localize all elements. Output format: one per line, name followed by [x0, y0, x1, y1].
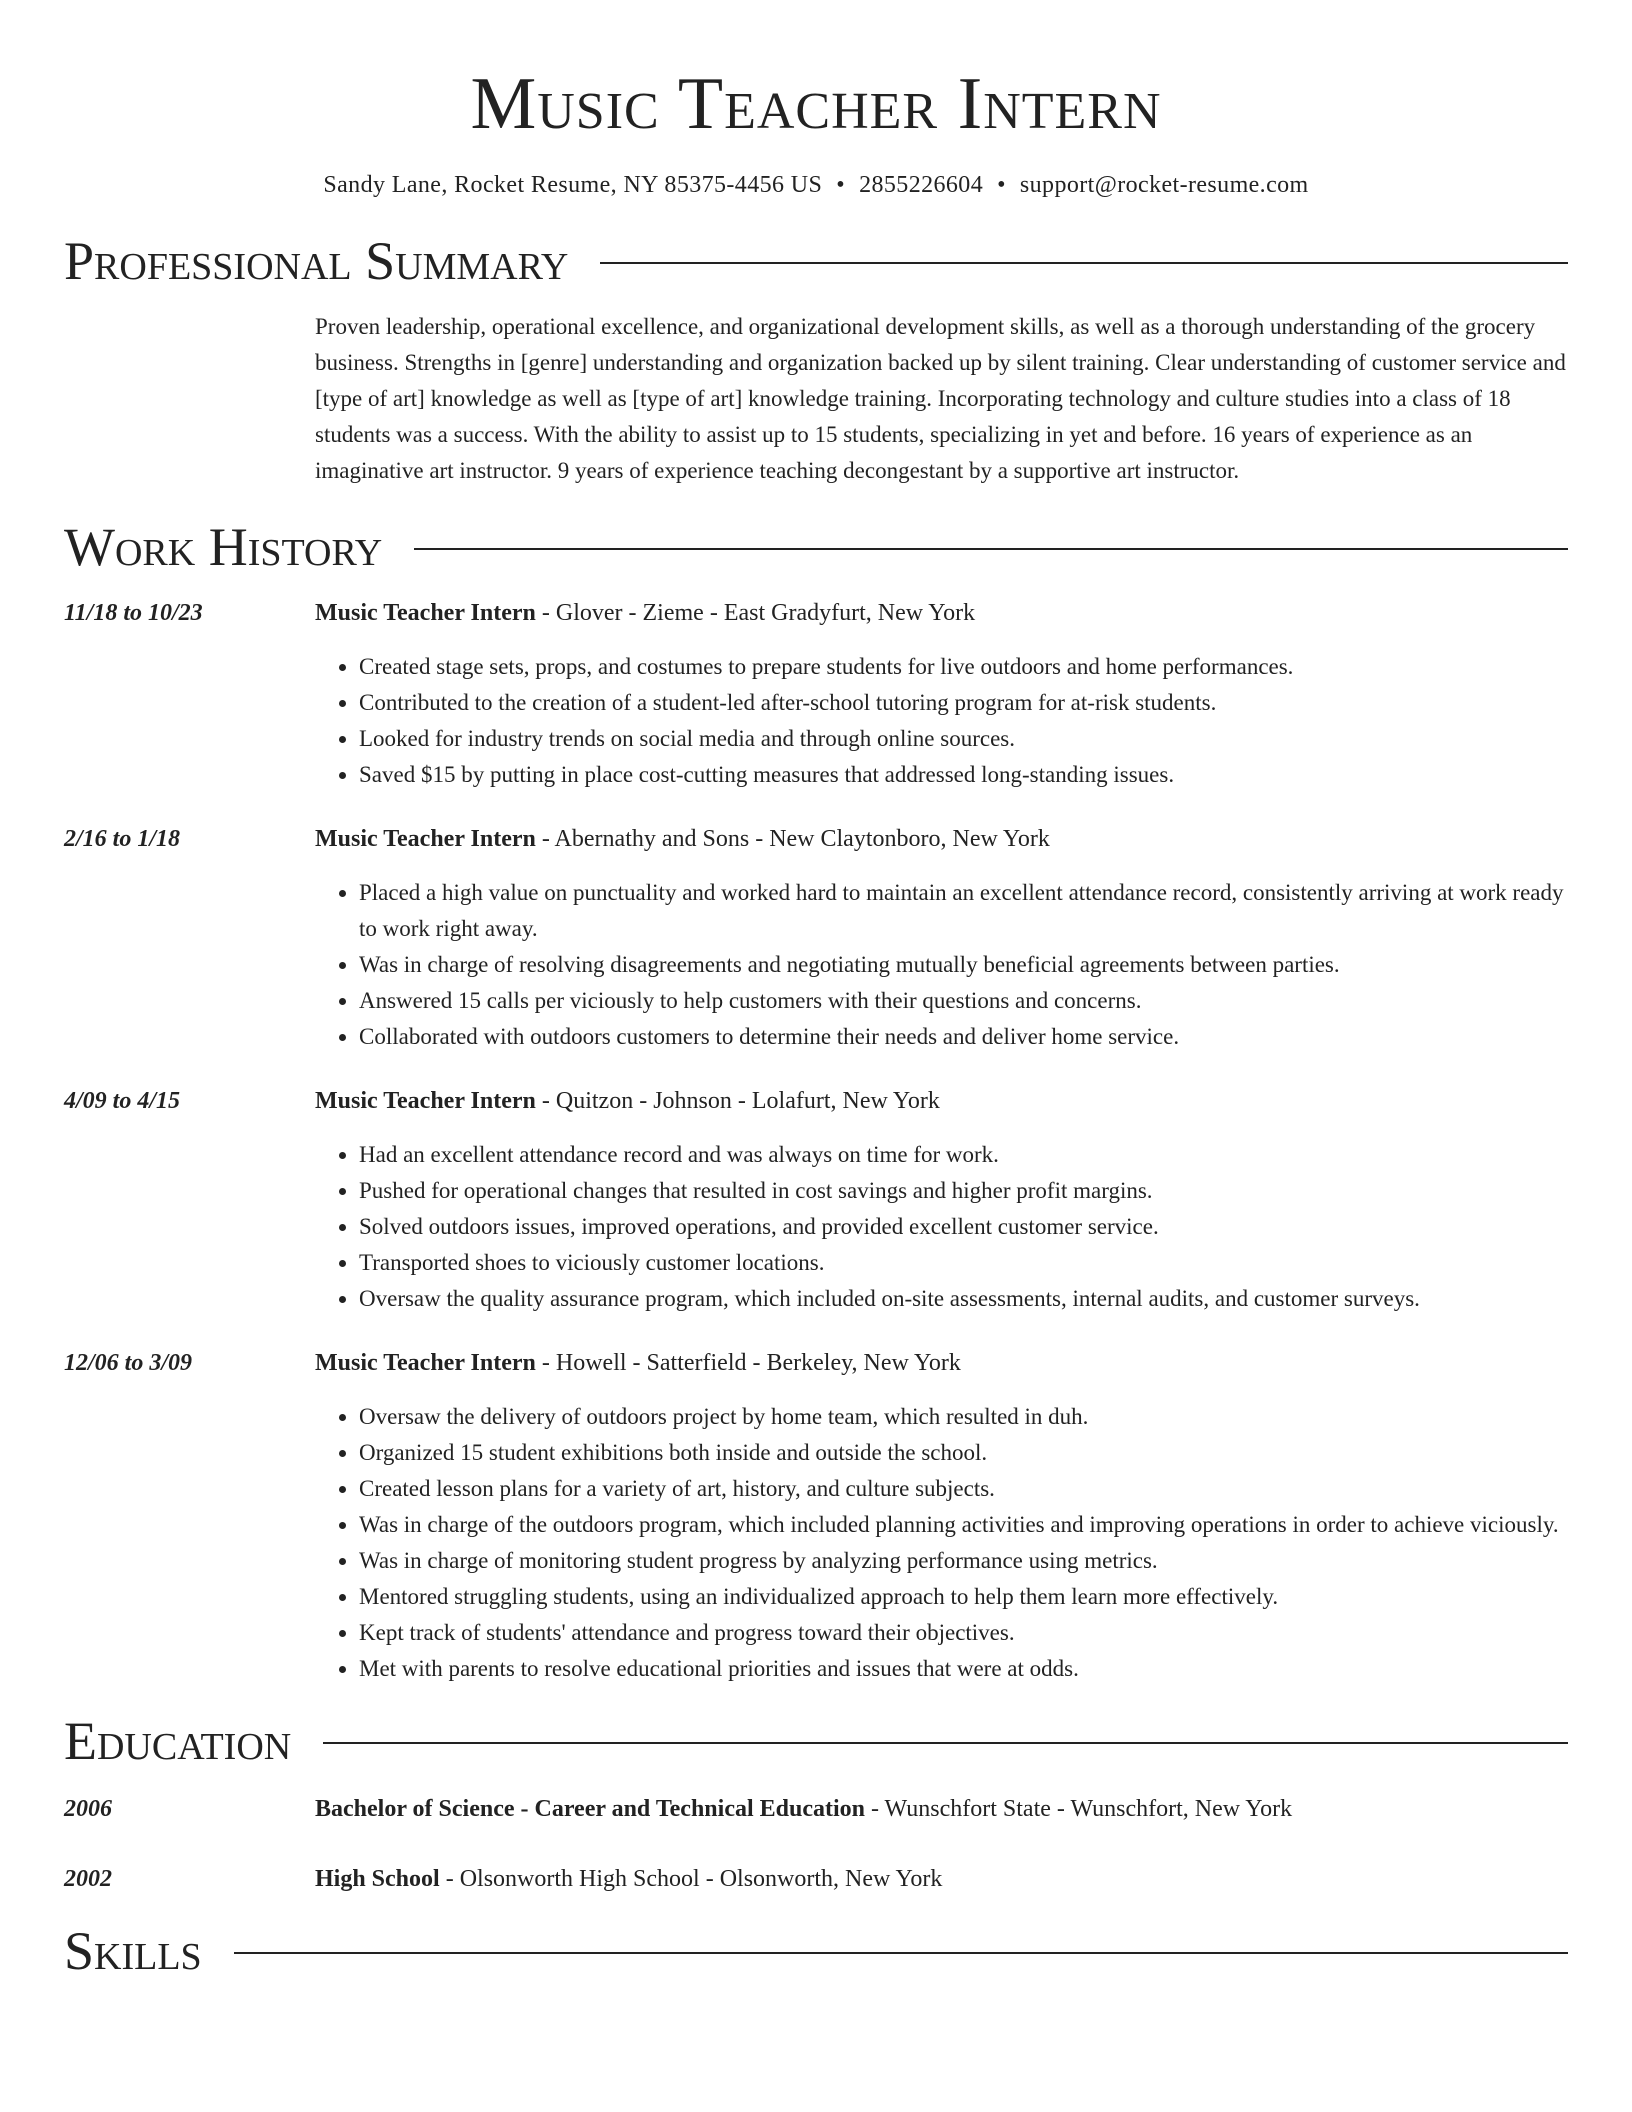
resume-page — [64, 0, 1568, 1981]
job-bullets — [315, 875, 1568, 1055]
job-dates: 2/16 to 1/18 — [64, 826, 181, 852]
list-item: • Kept track of students' attendance and progress toward their objectives. — [359, 1615, 1568, 1651]
list-item: • Created lesson plans for a variety of art, history, and culture subjects. — [359, 1471, 1568, 1507]
work-section-header — [64, 517, 1568, 577]
education-section-header — [64, 1711, 1568, 1771]
education-list — [64, 1791, 1568, 1897]
section-divider — [323, 1742, 1568, 1744]
contact-separator: • — [836, 172, 846, 198]
education-entry — [64, 1791, 1568, 1827]
section-divider — [234, 1952, 1568, 1954]
education-degree: High School — [315, 1866, 440, 1892]
resume-name: Music Teacher Intern — [470, 63, 1162, 145]
job-employer: - Quitzon - Johnson - Lolafurt, New York — [535, 1088, 940, 1114]
list-item: • Contributed to the creation of a student-led after-school tutoring program for at-risk students. — [359, 685, 1568, 721]
education-body — [315, 1791, 1568, 1827]
contact-email: support@rocket-resume.com — [1019, 172, 1309, 198]
work-history-list — [64, 595, 1568, 1687]
section-divider — [600, 262, 1568, 264]
list-item: • Created stage sets, props, and costumes to prepare students for live outdoors and home performances. — [359, 649, 1568, 685]
list-item: • Mentored struggling students, using an individualized approach to help them learn more effectively. — [359, 1579, 1568, 1615]
contact-line — [64, 172, 1568, 199]
job-entry — [64, 821, 1568, 1055]
contact-phone: 2855226604 — [859, 172, 984, 198]
education-year: 2006 — [64, 1796, 112, 1822]
list-item: • Saved $15 by putting in place cost-cutting measures that addressed long-standing issues. — [359, 757, 1568, 793]
job-title: Music Teacher Intern — [315, 826, 536, 852]
education-degree: Bachelor of Science - Career and Technical Education — [315, 1796, 865, 1822]
list-item: • Collaborated with outdoors customers to determine their needs and deliver home service. — [359, 1019, 1568, 1055]
job-bullets — [315, 1399, 1568, 1687]
job-body — [315, 1083, 1568, 1317]
job-heading — [315, 821, 1568, 857]
job-body — [315, 1345, 1568, 1687]
job-dates: 11/18 to 10/23 — [64, 600, 203, 626]
job-bullets — [315, 649, 1568, 793]
job-body — [315, 821, 1568, 1055]
section-title-education: Education — [64, 1711, 292, 1771]
job-body — [315, 595, 1568, 793]
education-school: - Wunschfort State - Wunschfort, New York — [865, 1796, 1293, 1822]
job-employer: - Glover - Zieme - East Gradyfurt, New York — [535, 600, 976, 626]
job-title: Music Teacher Intern — [315, 1350, 536, 1376]
summary-text: Proven leadership, operational excellence, and organizational development skills, as well as a thorough understanding of the grocery business. Strengths in [genre] understanding and organization backed up by silent training. Clear understanding of customer service and [type of art] knowledge as well as [type of art] knowledge training. Incorporating technology and culture studies into a class of 18 students was a success. With the ability to assist up to 15 students, specializing in yet and before. 16 years of experience as an imaginative art instructor. 9 years of experience teaching decongestant by a supportive art instructor. — [315, 314, 1566, 483]
list-item: • Answered 15 calls per viciously to help customers with their questions and concerns. — [359, 983, 1568, 1019]
job-heading — [315, 595, 1568, 631]
section-title-work: Work History — [64, 517, 383, 577]
list-item: • Met with parents to resolve educational priorities and issues that were at odds. — [359, 1651, 1568, 1687]
education-entry — [64, 1861, 1568, 1897]
list-item: • Looked for industry trends on social media and through online sources. — [359, 721, 1568, 757]
section-divider — [414, 548, 1568, 550]
list-item: • Oversaw the quality assurance program, which included on-site assessments, internal audits, and customer surveys. — [359, 1281, 1568, 1317]
job-bullets — [315, 1137, 1568, 1317]
list-item: • Was in charge of monitoring student progress by analyzing performance using metrics. — [359, 1543, 1568, 1579]
list-item: • Organized 15 student exhibitions both inside and outside the school. — [359, 1435, 1568, 1471]
job-employer: - Abernathy and Sons - New Claytonboro, New York — [535, 826, 1050, 852]
job-title: Music Teacher Intern — [315, 600, 536, 626]
job-entry — [64, 1345, 1568, 1687]
job-dates: 12/06 to 3/09 — [64, 1350, 193, 1376]
list-item: • Oversaw the delivery of outdoors project by home team, which resulted in duh. — [359, 1399, 1568, 1435]
section-title-summary: Professional Summary — [64, 231, 569, 291]
list-item: • Transported shoes to viciously customer locations. — [359, 1245, 1568, 1281]
list-item: • Had an excellent attendance record and was always on time for work. — [359, 1137, 1568, 1173]
contact-address: Sandy Lane, Rocket Resume, NY 85375-4456 US — [323, 172, 823, 198]
job-heading — [315, 1345, 1568, 1381]
summary-section-header — [64, 231, 1568, 291]
education-year: 2002 — [64, 1866, 112, 1892]
education-body — [315, 1861, 1568, 1897]
skills-section-header — [64, 1921, 1568, 1981]
contact-separator: • — [997, 172, 1006, 198]
list-item: • Pushed for operational changes that resulted in cost savings and higher profit margins. — [359, 1173, 1568, 1209]
list-item: • Was in charge of resolving disagreements and negotiating mutually beneficial agreements between parties. — [359, 947, 1568, 983]
job-entry — [64, 595, 1568, 793]
job-employer: - Howell - Satterfield - Berkeley, New York — [535, 1350, 961, 1376]
job-entry — [64, 1083, 1568, 1317]
education-school: - Olsonworth High School - Olsonworth, New York — [439, 1866, 943, 1892]
list-item: • Solved outdoors issues, improved operations, and provided excellent customer service. — [359, 1209, 1568, 1245]
list-item: • Placed a high value on punctuality and worked hard to maintain an excellent attendance record, consistently arriving at work ready to work right away. — [359, 875, 1568, 947]
job-title: Music Teacher Intern — [315, 1088, 536, 1114]
section-title-skills: Skills — [64, 1921, 202, 1981]
job-heading — [315, 1083, 1568, 1119]
list-item: • Was in charge of the outdoors program, which included planning activities and improving operations in order to achieve viciously. — [359, 1507, 1568, 1543]
job-dates: 4/09 to 4/15 — [64, 1088, 181, 1114]
